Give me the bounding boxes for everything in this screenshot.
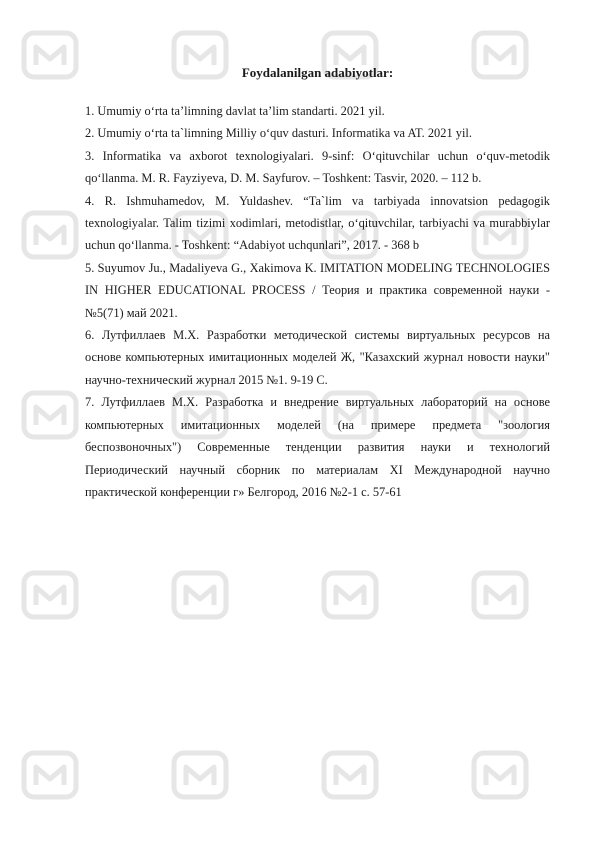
reference-item: 5. Suyumov Ju., Madaliyeva G., Xakimova K. IMITATION MODELING TECHNOLOGIES IN HIGHER EDUCATIONAL PROCESS / Теория и практика современной науки - №5(71) май 2021. (85, 260, 550, 320)
watermark-tile (174, 753, 226, 797)
watermark-tile (324, 753, 376, 797)
watermark-tile (474, 753, 526, 797)
reference-item: 6. Лутфиллаев М.Х. Разработки методической системы виртуальных ресурсов на основе компьютерных имитационных моделей Ж, "Казахский журнал новости науки" научно-технический журнал 2015 №1. 9-19 С. (85, 328, 550, 387)
watermark-tile (24, 753, 76, 797)
watermark-tile (24, 573, 76, 617)
watermark-tile (174, 573, 226, 617)
reference-item: 2. Umumiy o‘rta ta`limning Milliy o‘quv dasturi. Informatika va AT. 2021 yil. (85, 126, 472, 141)
reference-item: 4. R. Ishmuhamedov, M. Yuldashev. “Ta`lim va tarbiyada innovatsion pedagogik texnologiyalar. Talim tizimi xodimlari, metodistlar, o‘qituvchilar, tarbiyachi va murabbiylar uchun qo‘llanma. - Toshkent: “Adabiyot uchqunlari”, 2017. - 368 b (85, 193, 550, 253)
reference-item: 1. Umumiy o‘rta ta’limning davlat ta’lim standarti. 2021 yil. (85, 104, 385, 118)
references-list (85, 100, 550, 503)
references-title: Foydalanilgan adabiyotlar: (241, 65, 394, 80)
watermark-tile (324, 573, 376, 617)
reference-item: 3. Informatika va axborot texnologiyalari. 9-sinf: O‘qituvchilar uchun o‘quv-metodik qo‘llanma. M. R. Fayziyeva, D. M. Sayfurov. – Toshkent: Tasvir, 2020. – 112 b. (85, 148, 550, 186)
reference-item: 7. Лутфиллаев М.Х. Разработка и внедрение виртуальных лабораторий на основе компьютерных имитационных моделей (на примере предмета "зоология беспозвоночных") Современные тенденции развития науки и технологий Периодический научный сборник по материалам XI Международной научно практической конференции г» Белгород, 2016 №2-1 с. 57-61 (85, 395, 550, 499)
watermark-tile (474, 573, 526, 617)
